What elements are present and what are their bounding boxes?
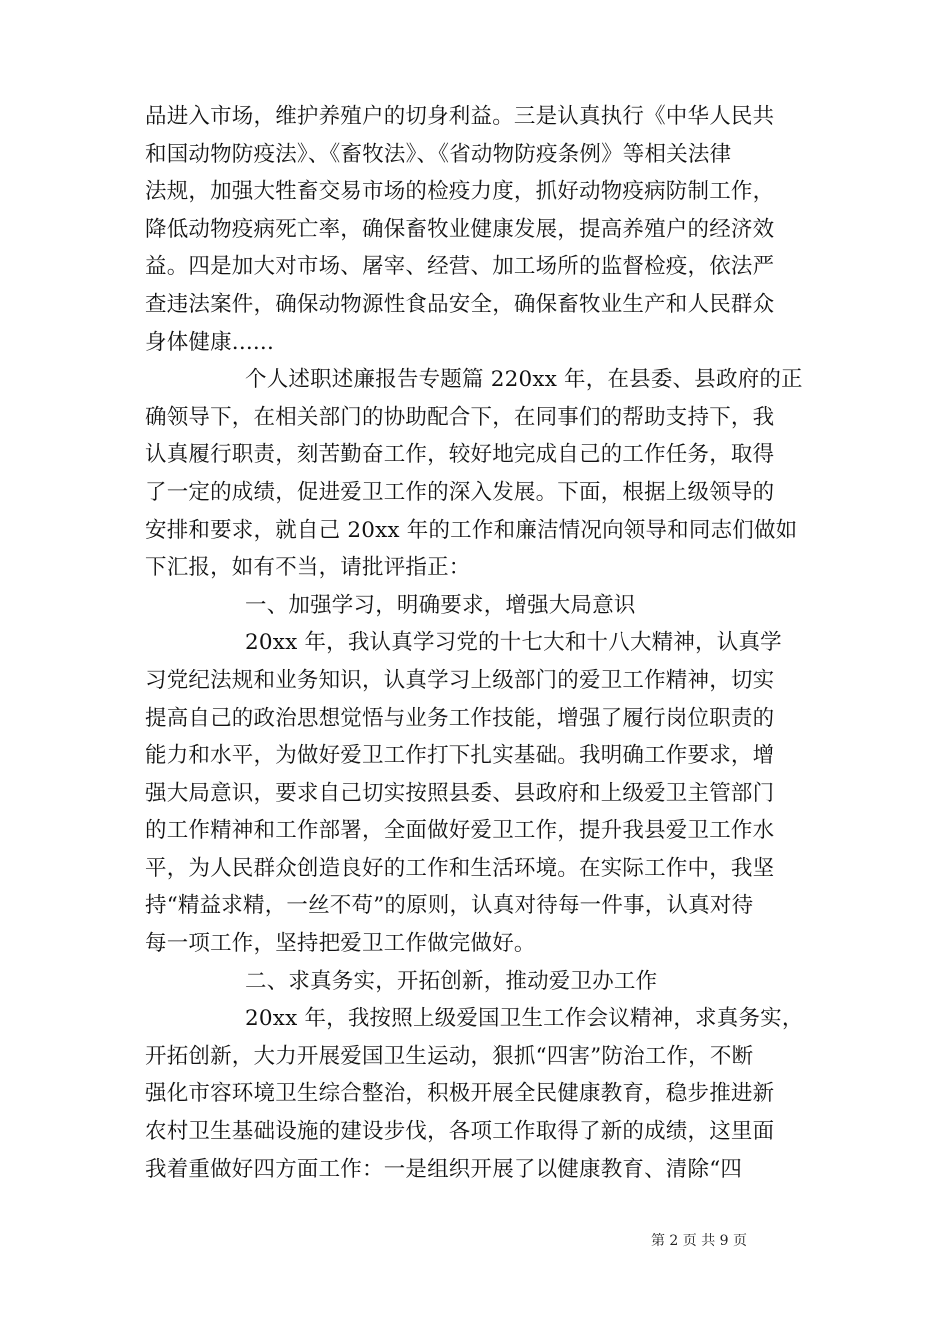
text-line: 品进入市场，维护养殖户的切身利益。三是认真执行《中华人民共: [145, 104, 775, 129]
text-line: 农村卫生基础设施的建设步伐，各项工作取得了新的成绩，这里面: [145, 1119, 775, 1145]
text-line: 益。四是加大对市场、屠宰、经营、加工场所的监督检疫，依法严: [145, 254, 775, 280]
text-line: 身体健康......: [145, 329, 275, 355]
section-heading-2: 二、求真务实，开拓创新，推动爱卫办工作: [245, 968, 658, 994]
text-line: 法规，加强大牲畜交易市场的检疫力度，抓好动物疫病防制工作，: [145, 179, 775, 205]
text-line: 持“精益求精，一丝不苟”的原则，认真对待每一件事，认真对待: [145, 893, 754, 919]
text-line: 认真履行职责，刻苦勤奋工作，较好地完成自己的工作任务，取得: [145, 442, 775, 468]
paragraph-start-line: 20xx 年，我按照上级爱国卫生工作会议精神，求真务实，: [245, 1006, 804, 1032]
text-line: 下汇报，如有不当，请批评指正：: [145, 555, 471, 581]
text-line: 习党纪法规和业务知识，认真学习上级部门的爱卫工作精神，切实: [145, 667, 775, 693]
page-number: 第 2 页 共 9 页: [650, 1233, 748, 1249]
text-line: 了一定的成绩，促进爱卫工作的深入发展。下面，根据上级领导的: [145, 479, 775, 505]
text-line: 我着重做好四方面工作：一是组织开展了以健康教育、清除“四: [145, 1156, 743, 1182]
text-line: 开拓创新，大力开展爱国卫生运动，狠抓“四害”防治工作，不断: [145, 1043, 754, 1069]
text-line: 能力和水平，为做好爱卫工作打下扎实基础。我明确工作要求，增: [145, 743, 775, 769]
text-line: 降低动物疫病死亡率，确保畜牧业健康发展，提高养殖户的经济效: [145, 216, 775, 242]
text-line: 每一项工作，坚持把爱卫工作做完做好。: [145, 931, 536, 957]
page-footer: [0, 1232, 950, 1250]
text-line: 和国动物防疫法》、《畜牧法》、《省动物防疫条例》等相关法律: [145, 141, 732, 167]
text-line: 强化市容环境卫生综合整治，积极开展全民健康教育，稳步推进新: [145, 1081, 775, 1107]
text-line: 安排和要求，就自己 20xx 年的工作和廉洁情况向领导和同志们做如: [145, 517, 798, 543]
paragraph-start-line: 20xx 年，我认真学习党的十七大和十八大精神，认真学: [245, 630, 782, 656]
text-line: 的工作精神和工作部署，全面做好爱卫工作，提升我县爱卫工作水: [145, 818, 775, 844]
document-body: [145, 98, 815, 1188]
section-heading-1: 一、加强学习，明确要求，增强大局意识: [245, 592, 636, 618]
paragraph-start-line: 个人述职述廉报告专题篇 220xx 年，在县委、县政府的正: [245, 367, 803, 393]
text-line: 提高自己的政治思想觉悟与业务工作技能，增强了履行岗位职责的: [145, 705, 775, 731]
text-line: 强大局意识，要求自己切实按照县委、县政府和上级爱卫主管部门: [145, 780, 775, 806]
text-line: 平，为人民群众创造良好的工作和生活环境。在实际工作中，我坚: [145, 855, 775, 881]
text-line: 确领导下，在相关部门的协助配合下，在同事们的帮助支持下，我: [145, 404, 775, 430]
text-line: 查违法案件，确保动物源性食品安全，确保畜牧业生产和人民群众: [145, 291, 775, 317]
